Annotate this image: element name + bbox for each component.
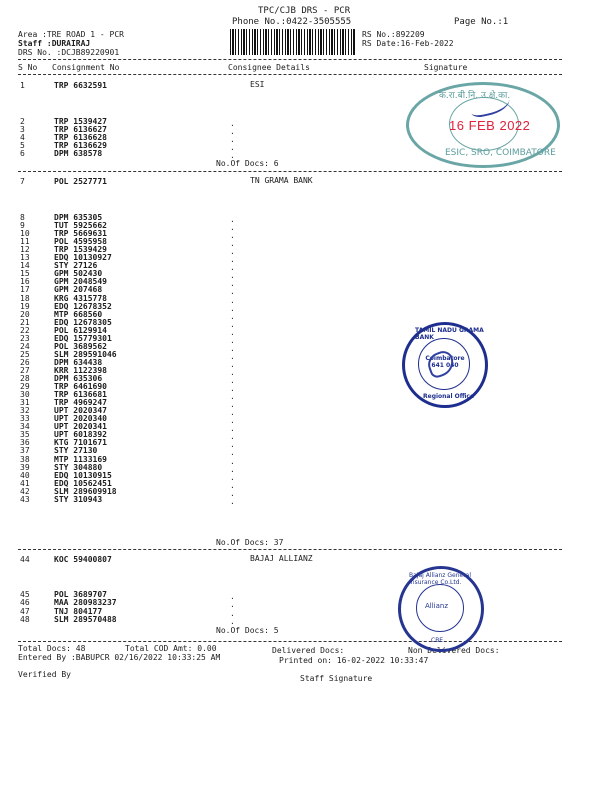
row-sno: 18 [20,294,30,303]
row-sno: 25 [20,350,30,359]
row-sno: 15 [20,269,30,278]
col-consignment: Consignment No [52,63,120,72]
row-dot: . [230,465,235,474]
row-sno: 38 [20,455,30,464]
row-consignment-no: MAA 280983237 [54,598,117,607]
row-consignment-no: EDQ 10562451 [54,479,112,488]
row-sno: 3 [20,125,25,134]
row-sno: 6 [20,149,25,158]
row-consignment-no: TRP 5669631 [54,229,107,238]
row-consignment-no: MTP 1133169 [54,455,107,464]
verified-by: Verified By [18,670,71,679]
group-doc-count: No.Of Docs: 5 [216,626,279,635]
row-sno: 32 [20,406,30,415]
stamp-bottom-text: Regional Office [423,393,475,400]
divider [18,549,562,550]
row-dot: . [230,328,235,337]
row-dot: . [230,376,235,385]
row-consignment-no: UPT 6018392 [54,430,107,439]
row-sno: 44 [20,555,30,564]
row-consignment-no: SLM 289570488 [54,615,117,624]
row-dot: . [230,424,235,433]
row-sno: 42 [20,487,30,496]
row-sno: 33 [20,414,30,423]
row-dot: . [230,368,235,377]
row-dot: . [230,336,235,345]
row-dot: . [230,239,235,248]
row-consignment-no: SLM 289609918 [54,487,117,496]
row-consignment-no: KRR 1122398 [54,366,107,375]
rs-date: RS Date:16-Feb-2022 [362,39,454,48]
stamp-city-name: Coimbatore [425,355,465,362]
group-consignee: ESI [250,80,265,89]
row-sno: 21 [20,318,30,327]
stamp-bottom-text: ESIC, SRO, COIMBATORE [445,148,556,158]
col-sno: S No [18,63,38,72]
row-sno: 17 [20,285,30,294]
non-delivered-docs: Non Delivered Docs: [408,646,500,655]
entered-by: Entered By :BABUPCR 02/16/2022 10:33:25 AM [18,653,221,662]
group-doc-count: No.Of Docs: 37 [216,538,284,547]
row-consignment-no: TNJ 804177 [54,607,103,616]
row-consignment-no: DPM 634438 [54,358,103,367]
row-sno: 41 [20,479,30,488]
row-dot: . [230,497,235,506]
row-consignment-no: TRP 6136627 [54,125,107,134]
row-sno: 36 [20,438,30,447]
row-consignment-no: GPM 207468 [54,285,103,294]
row-dot: . [230,255,235,264]
row-sno: 37 [20,446,30,455]
row-sno: 35 [20,430,30,439]
row-sno: 29 [20,382,30,391]
row-consignment-no: EDQ 12678352 [54,302,112,311]
row-dot: . [230,592,235,601]
row-sno: 26 [20,358,30,367]
row-consignment-no: GPM 2048549 [54,277,107,286]
row-sno: 5 [20,141,25,150]
row-dot: . [230,481,235,490]
row-dot: . [230,127,235,136]
row-sno: 46 [20,598,30,607]
row-sno: 12 [20,245,30,254]
report-title: TPC/CJB DRS - PCR [258,6,351,16]
total-docs: Total Docs: 48 [18,644,86,653]
row-sno: 1 [20,81,25,90]
staff-label: Staff :DURAIRAJ [18,39,91,48]
row-sno: 34 [20,422,30,431]
stamp-bottom-text: CBE [431,637,444,644]
row-sno: 4 [20,133,25,142]
row-consignment-no: TRP 1539427 [54,117,107,126]
total-cod: Total COD Amt: 0.00 [125,644,217,653]
row-sno: 19 [20,302,30,311]
row-dot: . [230,432,235,441]
page-number: Page No.:1 [454,17,509,27]
row-sno: 40 [20,471,30,480]
row-consignment-no: KRG 4315778 [54,294,107,303]
row-dot: . [230,279,235,288]
row-sno: 31 [20,398,30,407]
row-consignment-no: STY 27130 [54,446,98,455]
row-dot: . [230,312,235,321]
row-dot: . [230,344,235,353]
stamp-top-text: क.रा.बी.नि. उ.क्षे.का. [439,91,511,101]
row-dot: . [230,392,235,401]
divider [18,171,562,172]
row-consignment-no: EDQ 10130915 [54,471,112,480]
row-consignment-no: DPM 635305 [54,213,103,222]
row-consignment-no: POL 3689562 [54,342,107,351]
row-dot: . [230,384,235,393]
row-dot: . [230,215,235,224]
row-consignment-no: TRP 6632591 [54,81,107,90]
row-dot: . [230,135,235,144]
row-sno: 13 [20,253,30,262]
row-consignment-no: STY 304880 [54,463,103,472]
row-sno: 39 [20,463,30,472]
row-dot: . [230,287,235,296]
row-dot: . [230,360,235,369]
row-dot: . [230,143,235,152]
row-dot: . [230,448,235,457]
group-consignee: BAJAJ ALLIANZ [250,554,313,563]
row-sno: 2 [20,117,25,126]
row-consignment-no: SLM 289591046 [54,350,117,359]
row-consignment-no: TRP 6136681 [54,390,107,399]
row-dot: . [230,473,235,482]
row-consignment-no: UPT 2020347 [54,406,107,415]
row-sno: 16 [20,277,30,286]
row-dot: . [230,231,235,240]
divider [18,59,562,60]
col-consignee: Consignee Details [228,63,310,72]
row-sno: 20 [20,310,30,319]
row-sno: 14 [20,261,30,270]
row-consignment-no: POL 4595958 [54,237,107,246]
divider [18,641,562,642]
row-dot: . [230,352,235,361]
row-consignment-no: UPT 2020341 [54,422,107,431]
row-consignment-no: TRP 6461690 [54,382,107,391]
row-dot: . [230,296,235,305]
row-sno: 11 [20,237,30,246]
row-sno: 43 [20,495,30,504]
row-sno: 22 [20,326,30,335]
row-consignment-no: EDQ 12678305 [54,318,112,327]
row-sno: 10 [20,229,30,238]
col-signature: Signature [424,63,468,72]
bajaj-stamp [398,566,484,652]
stamp-ring-text: TAMIL NADU GRAMA BANK [415,327,484,341]
divider [18,74,562,75]
row-dot: . [230,617,235,626]
row-sno: 45 [20,590,30,599]
row-dot: . [230,400,235,409]
row-consignment-no: POL 3689707 [54,590,107,599]
row-consignment-no: DPM 638578 [54,149,103,158]
row-dot: . [230,489,235,498]
row-consignment-no: TUT 5925662 [54,221,107,230]
row-dot: . [230,271,235,280]
row-consignment-no: MTP 668560 [54,310,103,319]
row-consignment-no: EDQ 15779301 [54,334,112,343]
group-consignee: TN GRAMA BANK [250,176,313,185]
staff-signature: Staff Signature [300,674,373,683]
group-doc-count: No.Of Docs: 6 [216,159,279,168]
row-dot: . [230,609,235,618]
row-sno: 30 [20,390,30,399]
row-sno: 9 [20,221,25,230]
row-sno: 8 [20,213,25,222]
esi-stamp [406,82,560,168]
row-dot: . [230,440,235,449]
row-dot: . [230,223,235,232]
row-consignment-no: KOC 59400807 [54,555,112,564]
row-dot: . [230,457,235,466]
drs-number: DRS No. :DCJB89220901 [18,48,120,57]
delivered-docs: Delivered Docs: [272,646,345,655]
row-dot: . [230,247,235,256]
stamp-pincode: 641 040 [431,362,459,369]
row-sno: 28 [20,374,30,383]
area-label: Area :TRE ROAD 1 - PCR [18,30,124,39]
row-consignment-no: DPM 635306 [54,374,103,383]
row-sno: 7 [20,177,25,186]
row-dot: . [230,600,235,609]
row-consignment-no: TRP 6136628 [54,133,107,142]
row-consignment-no: TRP 1539429 [54,245,107,254]
row-sno: 23 [20,334,30,343]
stamp-date: 16 FEB 2022 [449,118,531,133]
row-sno: 27 [20,366,30,375]
rs-number: RS No.:892209 [362,30,425,39]
row-dot: . [230,119,235,128]
stamp-ring-text: Bajaj Allianz General Insurance Co.Ltd. [409,572,471,586]
row-sno: 47 [20,607,30,616]
row-dot: . [230,416,235,425]
row-dot: . [230,263,235,272]
row-consignment-no: STY 27126 [54,261,98,270]
row-dot: . [230,151,235,160]
row-consignment-no: UPT 2020340 [54,414,107,423]
row-consignment-no: EDQ 10130927 [54,253,112,262]
row-consignment-no: KTG 7101671 [54,438,107,447]
printed-on: Printed on: 16-02-2022 10:33:47 [279,656,429,665]
row-consignment-no: TRP 6136629 [54,141,107,150]
row-sno: 48 [20,615,30,624]
row-consignment-no: STY 310943 [54,495,103,504]
row-dot: . [230,304,235,313]
row-dot: . [230,408,235,417]
row-consignment-no: POL 6129914 [54,326,107,335]
row-dot: . [230,320,235,329]
row-sno: 24 [20,342,30,351]
stamp-mid-text: Allianz [425,602,449,610]
barcode [230,29,356,55]
row-consignment-no: TRP 4969247 [54,398,107,407]
row-consignment-no: GPM 502430 [54,269,103,278]
row-consignment-no: POL 2527771 [54,177,107,186]
phone-number: Phone No.:0422-3505555 [232,17,352,27]
